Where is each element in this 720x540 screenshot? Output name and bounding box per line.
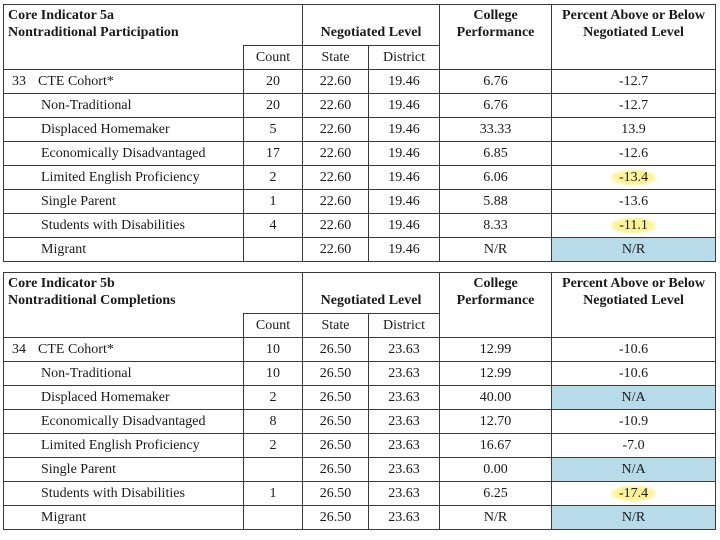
college-cell: 12.99: [440, 362, 552, 386]
table-row: [4, 166, 716, 190]
empty-header-cell: [440, 46, 552, 70]
empty-header-cell: [552, 46, 716, 70]
college-cell: 16.67: [440, 434, 552, 458]
state-header: State: [303, 46, 369, 70]
percent-cell: [552, 190, 716, 214]
percent-value: 13.9: [621, 121, 646, 137]
table-row: [4, 362, 716, 386]
district-cell: 23.63: [369, 362, 440, 386]
count-cell: 2: [244, 166, 303, 190]
state-cell: 22.60: [303, 166, 369, 190]
table-row: [4, 190, 716, 214]
row-label: Students with Disabilities: [41, 485, 185, 501]
row-label: Displaced Homemaker: [41, 389, 170, 405]
count-cell: 20: [244, 94, 303, 118]
percent-cell: [552, 506, 716, 530]
row-label: Non-Traditional: [41, 365, 132, 381]
row-label-cell: [4, 458, 244, 482]
state-cell: 22.60: [303, 238, 369, 262]
count-header: Count: [244, 46, 303, 70]
table-row: [4, 410, 716, 434]
count-cell: 10: [244, 338, 303, 362]
row-label-cell: [4, 238, 244, 262]
percent-value: N/R: [621, 509, 646, 525]
college-cell: 8.33: [440, 214, 552, 238]
row-label: Students with Disabilities: [41, 217, 185, 233]
table-row: [4, 238, 716, 262]
college-cell: N/R: [440, 238, 552, 262]
percent-cell: [552, 142, 716, 166]
count-cell: 1: [244, 190, 303, 214]
district-cell: 19.46: [369, 94, 440, 118]
percent-value: -10.6: [618, 341, 649, 357]
college-performance-header: [440, 5, 552, 46]
row-label-cell: [4, 338, 244, 362]
percent-value: -11.1: [609, 217, 658, 234]
state-cell: 26.50: [303, 458, 369, 482]
row-label: Migrant: [41, 241, 87, 257]
state-cell: 22.60: [303, 118, 369, 142]
count-cell: [244, 506, 303, 530]
row-label: Migrant: [41, 509, 87, 525]
percent-cell: [552, 362, 716, 386]
count-cell: 1: [244, 482, 303, 506]
percent-line-2: Negotiated Level: [583, 25, 684, 40]
percent-value: N/R: [621, 241, 646, 257]
title-line-1: Core Indicator 5b: [8, 276, 115, 291]
indicator-5a-table: [3, 4, 716, 262]
college-cell: 6.85: [440, 142, 552, 166]
percent-cell: [552, 482, 716, 506]
district-cell: 23.63: [369, 482, 440, 506]
table-row: [4, 70, 716, 94]
percent-value: -7.0: [622, 437, 645, 453]
row-number: 33: [12, 73, 26, 89]
college-performance-line-1: College: [473, 276, 518, 291]
district-cell: 23.63: [369, 458, 440, 482]
percent-cell: [552, 238, 716, 262]
indicator-5b-block: [3, 272, 716, 530]
college-performance-line-1: College: [473, 8, 518, 23]
percent-cell: [552, 70, 716, 94]
row-label-cell: [4, 118, 244, 142]
table-row: [4, 94, 716, 118]
percent-value: -10.9: [618, 413, 649, 429]
district-cell: 19.46: [369, 118, 440, 142]
district-cell: 19.46: [369, 214, 440, 238]
percent-cell: [552, 118, 716, 142]
table-row: [4, 434, 716, 458]
row-label-cell: [4, 142, 244, 166]
row-label: CTE Cohort*: [38, 341, 114, 357]
row-label-cell: [4, 506, 244, 530]
count-cell: 5: [244, 118, 303, 142]
state-header: State: [303, 314, 369, 338]
table-title: [4, 273, 303, 314]
college-cell: 0.00: [440, 458, 552, 482]
college-performance-line-2: Performance: [456, 293, 535, 308]
table-row: [4, 118, 716, 142]
count-cell: 17: [244, 142, 303, 166]
row-label-cell: [4, 410, 244, 434]
district-cell: 19.46: [369, 238, 440, 262]
count-cell: 10: [244, 362, 303, 386]
college-cell: 5.88: [440, 190, 552, 214]
row-label-cell: [4, 190, 244, 214]
table-title: [4, 5, 303, 46]
state-cell: 22.60: [303, 70, 369, 94]
row-label-cell: [4, 214, 244, 238]
row-number: 34: [12, 341, 26, 357]
state-cell: 22.60: [303, 214, 369, 238]
percent-value: -12.7: [618, 73, 649, 89]
percent-cell: [552, 386, 716, 410]
state-cell: 22.60: [303, 190, 369, 214]
college-cell: 6.25: [440, 482, 552, 506]
percent-value: -13.6: [618, 193, 649, 209]
percent-value: -13.4: [609, 169, 658, 186]
state-cell: 26.50: [303, 506, 369, 530]
count-cell: 4: [244, 214, 303, 238]
percent-header: [552, 273, 716, 314]
percent-line-2: Negotiated Level: [583, 293, 684, 308]
row-label: Single Parent: [41, 461, 117, 477]
state-cell: 26.50: [303, 362, 369, 386]
row-label: CTE Cohort*: [38, 73, 114, 89]
college-cell: 6.76: [440, 94, 552, 118]
district-cell: 23.63: [369, 506, 440, 530]
district-cell: 19.46: [369, 142, 440, 166]
table-row: [4, 506, 716, 530]
percent-line-1: Percent Above or Below: [562, 276, 705, 291]
percent-cell: [552, 434, 716, 458]
district-cell: 23.63: [369, 434, 440, 458]
title-line-2: Nontraditional Participation: [8, 25, 179, 40]
percent-value: -12.6: [618, 145, 649, 161]
percent-value: -12.7: [618, 97, 649, 113]
college-performance-line-2: Performance: [456, 25, 535, 40]
district-cell: 19.46: [369, 190, 440, 214]
college-performance-header: [440, 273, 552, 314]
college-cell: 40.00: [440, 386, 552, 410]
percent-value: N/A: [621, 389, 646, 405]
percent-line-1: Percent Above or Below: [562, 8, 705, 23]
college-cell: 12.70: [440, 410, 552, 434]
district-header: District: [369, 46, 440, 70]
negotiated-level-header: Negotiated Level: [303, 273, 440, 314]
college-cell: 12.99: [440, 338, 552, 362]
state-cell: 26.50: [303, 410, 369, 434]
row-label: Single Parent: [41, 193, 117, 209]
row-label: Economically Disadvantaged: [41, 413, 206, 429]
table-row: [4, 386, 716, 410]
row-label: Limited English Proficiency: [41, 437, 200, 453]
college-cell: 6.76: [440, 70, 552, 94]
row-label: Economically Disadvantaged: [41, 145, 206, 161]
college-cell: 6.06: [440, 166, 552, 190]
district-cell: 19.46: [369, 70, 440, 94]
count-cell: 8: [244, 410, 303, 434]
row-label-cell: [4, 362, 244, 386]
table-row: [4, 482, 716, 506]
count-cell: [244, 458, 303, 482]
percent-value: -10.6: [618, 365, 649, 381]
indicator-5a-block: [3, 4, 716, 262]
college-cell: N/R: [440, 506, 552, 530]
count-cell: 20: [244, 70, 303, 94]
state-cell: 26.50: [303, 434, 369, 458]
row-label: Displaced Homemaker: [41, 121, 170, 137]
table-row: [4, 338, 716, 362]
row-label-cell: [4, 166, 244, 190]
count-cell: [244, 238, 303, 262]
empty-header-cell: [4, 46, 244, 70]
row-label-cell: [4, 386, 244, 410]
table-row: [4, 214, 716, 238]
row-label-cell: [4, 94, 244, 118]
college-cell: 33.33: [440, 118, 552, 142]
row-label-cell: [4, 70, 244, 94]
district-cell: 23.63: [369, 410, 440, 434]
empty-header-cell: [440, 314, 552, 338]
district-cell: 19.46: [369, 166, 440, 190]
state-cell: 26.50: [303, 386, 369, 410]
state-cell: 22.60: [303, 142, 369, 166]
count-cell: 2: [244, 386, 303, 410]
percent-cell: [552, 458, 716, 482]
title-line-1: Core Indicator 5a: [8, 8, 115, 23]
percent-cell: [552, 94, 716, 118]
indicator-5b-table: [3, 272, 716, 530]
state-cell: 22.60: [303, 94, 369, 118]
percent-cell: [552, 338, 716, 362]
table-row: [4, 142, 716, 166]
negotiated-level-header: Negotiated Level: [303, 5, 440, 46]
table-row: [4, 458, 716, 482]
count-header: Count: [244, 314, 303, 338]
percent-cell: [552, 214, 716, 238]
row-label-cell: [4, 482, 244, 506]
row-label-cell: [4, 434, 244, 458]
percent-cell: [552, 166, 716, 190]
district-cell: 23.63: [369, 386, 440, 410]
row-label: Non-Traditional: [41, 97, 132, 113]
percent-cell: [552, 410, 716, 434]
state-cell: 26.50: [303, 482, 369, 506]
district-header: District: [369, 314, 440, 338]
percent-value: -17.4: [609, 485, 658, 502]
percent-header: [552, 5, 716, 46]
empty-header-cell: [552, 314, 716, 338]
title-line-2: Nontraditional Completions: [8, 293, 176, 308]
district-cell: 23.63: [369, 338, 440, 362]
state-cell: 26.50: [303, 338, 369, 362]
percent-value: N/A: [621, 461, 646, 477]
empty-header-cell: [4, 314, 244, 338]
count-cell: 2: [244, 434, 303, 458]
row-label: Limited English Proficiency: [41, 169, 200, 185]
